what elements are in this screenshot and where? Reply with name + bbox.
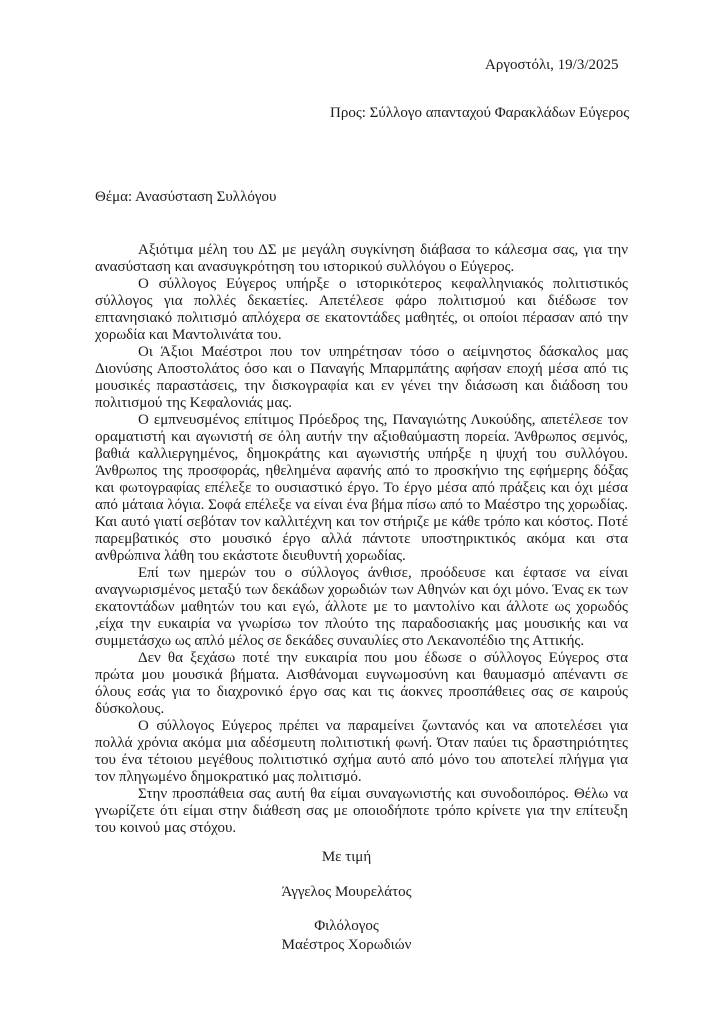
paragraph-history: Ο σύλλογος Εύγερος υπήρξε ο ιστορικότερος κεφαλληνιακός πολιτιστικός σύλλογος για πολλές δεκαετίες. Απετέλεσε φάρο πολιτισμού και διέδωσε τον επτανησιακό πολιτισμό απλόχερα σε εκατοντάδες μαθητές, οι οποίοι πέρασαν από την χορωδία και Μαντολινάτα του. <box>95 276 628 343</box>
signature-title-profession: Φιλόλογος <box>314 918 379 934</box>
letter-body <box>95 242 628 837</box>
paragraph-support: Στην προσπάθεια σας αυτή θα είμαι συναγωνιστής και συνοδοιπόρος. Θέλω να γνωρίζετε ότι είμαι στην διάθεση σας με οποιοδήποτε τρόπο κρίνετε για την επίτευξη του κοινού μας στόχου. <box>95 786 628 836</box>
signature-title-maestro: Μαέστρος Χορωδιών <box>281 937 412 953</box>
paragraph-recognition: Επί των ημερών του ο σύλλογος άνθισε, προόδευσε και έφτασε να είναι αναγνωρισμένος μεταξύ των δεκάδων χορωδιών των Αθηνών και όχι μόνο. Ένας εκ των εκατοντάδων μαθητών του και εγώ, άλλοτε με το μαντολίνο και άλλοτε ως χορωδός ,είχα την ευκαιρία να γνωρίσω τον πλούτο της παραδοσιακής μας μουσικής και να συμμετάσχω ως απλό μέλος σε δεκάδες συναυλίες στο Λεκανοπέδιο της Αττικής. <box>95 565 628 649</box>
closing-salutation: Με τιμή <box>321 849 372 865</box>
paragraph-president: Ο εμπνευσμένος επίτιμος Πρόεδρος της, Παναγιώτης Λυκούδης, απετέλεσε τον οραματιστή και αγωνιστή σε όλη αυτήν την αξιοθαύμαστη πορεία. Άνθρωπος σεμνός, βαθιά καλλιεργημένος, δημοκράτης και αγωνιστής υπήρξε η ψυχή του συλλόγου. Άνθρωπος της προσφοράς, ηθελημένα αφανής από το προσκήνιο της εφήμερης δόξας και φωτογραφίας επέλεξε το ουσιαστικό έργο. Το έργο μέσα από πράξεις και όχι μέσα από μάταια λόγια. Σοφά επέλεξε να είναι ένα βήμα πίσω από το Μαέστρο της χορωδίας. Και αυτό γιατί σεβόταν τον καλλιτέχνη και τον στήριζε με κάθε τρόπο και κόστος. Ποτέ παρεμβατικός στο μουσικό έργο αλλά πάντοτε υποστηρικτικός ακόμα και στα ανθρώπινα λάθη του εκάστοτε διευθυντή χορωδίας. <box>95 412 628 564</box>
paragraph-future: Ο σύλλογος Εύγερος πρέπει να παραμείνει ζωντανός και να αποτελέσει για πολλά χρόνια ακόμα μια αδέσμευτη πολιτιστική φωνή. Όταν παύει τις δραστηριότητες του ένα τέτοιου μεγέθους πολιτιστικό σχήμα αυτό από μόνο του αποτελεί πλήγμα για τον πληγωμένο δημοκρατικό μας πολιτισμό. <box>95 718 628 785</box>
paragraph-greeting: Αξιότιμα μέλη του ΔΣ με μεγάλη συγκίνηση διάβασα το κάλεσμα σας, για την ανασύσταση και ανασυγκρότηση του ιστορικού συλλόγου ο Εύγερος. <box>95 242 628 275</box>
subject-line: Θέμα: Ανασύσταση Συλλόγου <box>95 189 277 205</box>
paragraph-gratitude: Δεν θα ξεχάσω ποτέ την ευκαιρία που μου έδωσε ο σύλλογος Εύγερος στα πρώτα μου μουσικά βήματα. Αισθάνομαι ευγνωμοσύνη και θαυμασμό απέναντι σε όλους εσάς για το διαχρονικό έργο σας και τις άοκνες προσπάθειες σας σε καιρούς δύσκολους. <box>95 650 628 717</box>
paragraph-maestros: Οι Άξιοι Μαέστροι που τον υπηρέτησαν τόσο ο αείμνηστος δάσκαλος μας Διονύσης Αποστολάτος όσο και ο Παναγής Μπαρμπάτης αφήσαν εποχή μέσα από τις μουσικές παραστάσεις, την δισκογραφία και εν γένει την διάσωση και διάδοση του πολιτισμού της Κεφαλονιάς μας. <box>95 344 628 411</box>
signature-name: Άγγελος Μουρελάτος <box>281 884 412 900</box>
signature-titles <box>95 917 598 955</box>
date-line: Αργοστόλι, 19/3/2025 <box>485 57 619 73</box>
recipient-line: Προς: Σύλλογο απανταχού Φαρακλάδων Εύγερος <box>330 105 630 121</box>
